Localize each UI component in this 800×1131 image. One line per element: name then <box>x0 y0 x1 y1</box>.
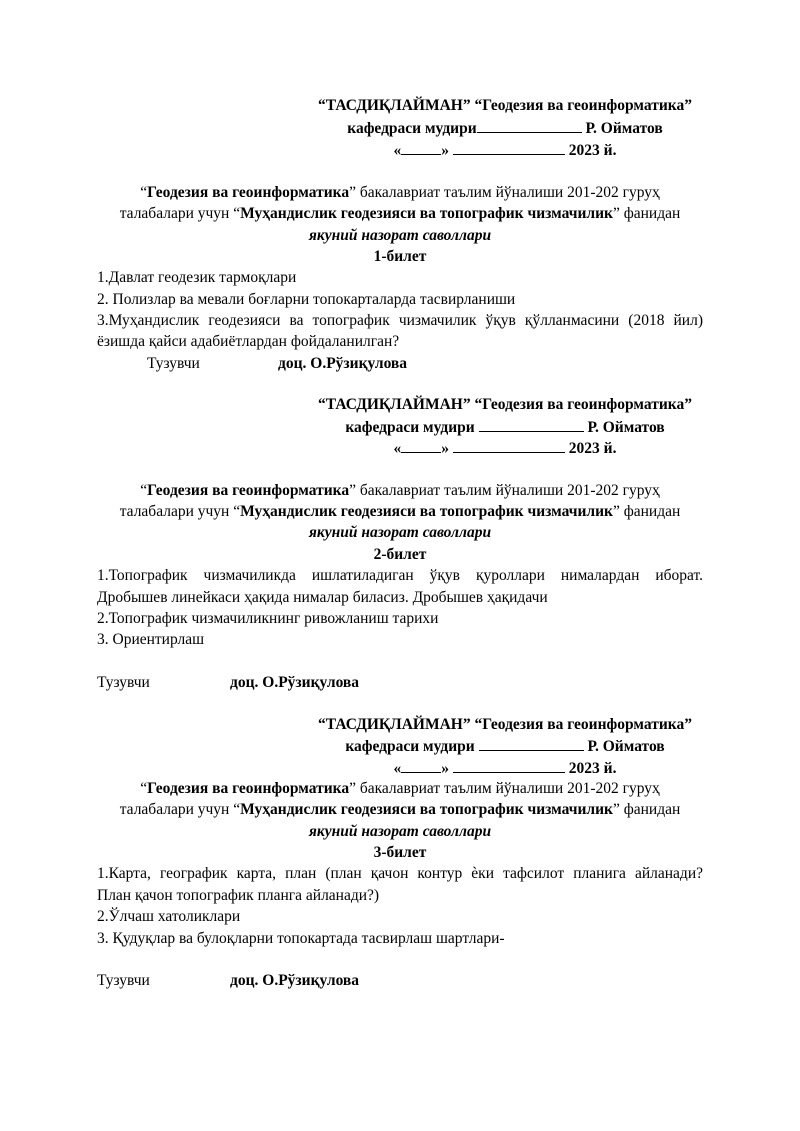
intro-line-1: “Геодезия ва геоинформатика” бакалавриат таълим йўналиши 201-202 гуруҳ <box>140 482 660 499</box>
ticket-number: 1-билет <box>373 248 427 265</box>
approval-date: « » 2023 й. <box>393 142 617 159</box>
department-head-line: кафедраси мудири Р. Ойматов <box>347 120 663 137</box>
signature-line <box>479 736 584 751</box>
ticket-number: 3-билет <box>373 844 427 861</box>
day-blank <box>401 758 441 773</box>
question-line: 3. Қудуқлар ва булоқларни топокартада тасвирлаш шартлари- <box>97 930 505 947</box>
approval-header: “ТАСДИҚЛАЙМАН” “Геодезия ва геоинформатика” <box>318 716 692 733</box>
compiler-label: Тузувчи <box>97 674 150 691</box>
department-head-line: кафедраси мудири Р. Ойматов <box>345 419 665 436</box>
approval-date: « » 2023 й. <box>393 440 617 457</box>
month-blank <box>453 758 565 773</box>
department-head-line: кафедраси мудири Р. Ойматов <box>345 738 665 755</box>
exam-title: якуний назорат саволлари <box>308 227 492 244</box>
exam-title: якуний назорат саволлари <box>308 823 492 840</box>
question-line: 2.Ўлчаш хатоликлари <box>97 908 241 925</box>
intro-line-2: талабалари учун “Муҳандислик геодезияси ва топографик чизмачилик” фанидан <box>119 503 681 520</box>
intro-line-2: талабалари учун “Муҳандислик геодезияси ва топографик чизмачилик” фанидан <box>119 801 681 818</box>
compiler-label: Тузувчи <box>97 972 150 989</box>
exam-title: якуний назорат саволлари <box>308 524 492 541</box>
month-blank <box>453 438 565 453</box>
approval-header: “ТАСДИҚЛАЙМАН” “Геодезия ва геоинформатика” <box>318 97 692 114</box>
question-line: 1.Давлат геодезик тармоқлари <box>97 269 297 286</box>
question-line: 2.Топографик чизмачиликнинг ривожланиш тарихи <box>97 610 439 627</box>
month-blank <box>453 140 565 155</box>
intro-line-1: “Геодезия ва геоинформатика” бакалавриат таълим йўналиши 201-202 гуруҳ <box>140 184 660 201</box>
question-line: 3. Ориентирлаш <box>97 631 205 648</box>
approval-header: “ТАСДИҚЛАЙМАН” “Геодезия ва геоинформатика” <box>318 396 692 413</box>
question-line: 1.Топографик чизмачиликда ишлатиладиган ўқув қуроллари нималардан иборат. <box>97 567 703 584</box>
compiler-name: доц. О.Рўзиқулова <box>230 674 360 691</box>
intro-line-1: “Геодезия ва геоинформатика” бакалавриат таълим йўналиши 201-202 гуруҳ <box>140 780 660 797</box>
question-line: 1.Карта, географик карта, план (план қачон контур ѐки тафсилот планига айланади? <box>97 865 703 882</box>
compiler-name: доц. О.Рўзиқулова <box>278 355 408 372</box>
compiler-name: доц. О.Рўзиқулова <box>230 972 360 989</box>
day-blank <box>401 438 441 453</box>
signature-line <box>479 417 584 432</box>
question-line: План қачон топографик планга айланади?) <box>97 887 380 904</box>
ticket-number: 2-билет <box>373 546 427 563</box>
question-line: 3.Муҳандислик геодезияси ва топографик чизмачилик ўқув қўлланмасини (2018 йил) <box>97 312 703 329</box>
signature-line <box>477 118 582 133</box>
compiler-label: Тузувчи <box>147 355 200 372</box>
intro-line-2: талабалари учун “Муҳандислик геодезияси ва топографик чизмачилик” фанидан <box>119 205 681 222</box>
approval-date: « » 2023 й. <box>393 760 617 777</box>
day-blank <box>401 140 441 155</box>
question-line: ёзишда қайси адабиётлардан фойдаланилган? <box>97 333 400 350</box>
question-line: 2. Полизлар ва мевали боғларни топокарталарда тасвирланиши <box>97 291 516 308</box>
question-line: Дробышев линейкаси ҳақида нималар биласиз. Дробышев ҳақидачи <box>97 589 548 606</box>
